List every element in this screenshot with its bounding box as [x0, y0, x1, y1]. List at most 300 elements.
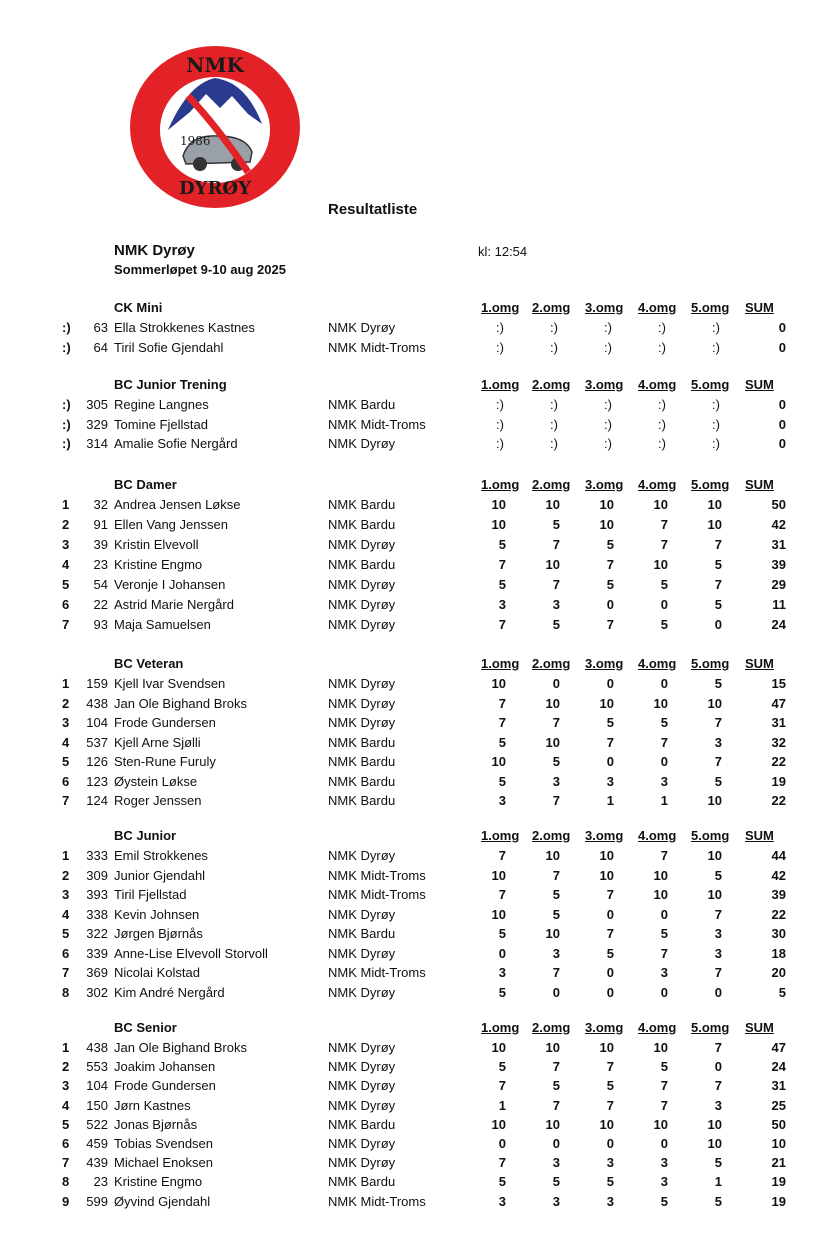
row-heat-score: 5	[660, 715, 668, 730]
row-sum: 22	[771, 906, 786, 922]
row-start-number: 54	[93, 577, 108, 592]
row-heat-score: 3	[606, 1155, 614, 1171]
column-header: 4.omg	[638, 477, 677, 492]
row-heat-score: 7	[552, 577, 560, 592]
row-heat-score: 10	[707, 517, 722, 532]
row-sum: 22	[771, 793, 786, 808]
table-row	[0, 696, 824, 716]
row-heat-score: 5	[714, 597, 722, 612]
row-start-number: 537	[86, 734, 108, 750]
row-driver-name: Tiril Fjellstad	[114, 887, 187, 902]
row-heat-score: 7	[498, 715, 506, 730]
row-club: NMK Bardu	[328, 734, 396, 750]
row-heat-score: 3	[660, 1155, 668, 1171]
row-driver-name: Maja Samuelsen	[114, 617, 211, 632]
section-title: BC Damer	[114, 477, 177, 492]
section-header	[0, 298, 824, 320]
row-heat-score: 5	[714, 773, 722, 789]
row-heat-score: 10	[491, 497, 506, 512]
row-place: :)	[62, 397, 71, 412]
column-header: 3.omg	[585, 656, 624, 671]
table-row	[0, 1117, 824, 1136]
row-heat-score: 1	[714, 1174, 722, 1190]
row-heat-score: 0	[606, 676, 614, 691]
row-driver-name: Kevin Johnsen	[114, 906, 200, 922]
row-heat-score: 3	[606, 1193, 614, 1209]
results-section	[0, 475, 824, 637]
row-heat-score: 7	[552, 715, 560, 730]
row-club: NMK Dyrøy	[328, 577, 396, 592]
row-heat-score: 7	[552, 793, 560, 808]
row-place: 5	[62, 754, 70, 769]
column-header: 2.omg	[532, 656, 571, 671]
row-start-number: 22	[93, 597, 108, 612]
row-heat-score: 7	[714, 1078, 722, 1094]
report-time: kl: 12:54	[478, 244, 528, 259]
row-driver-name: Kristin Elvevoll	[114, 537, 199, 552]
row-driver-name: Emil Strokkenes	[114, 848, 208, 863]
row-heat-score: 5	[498, 1174, 506, 1190]
row-heat-score: 10	[599, 1040, 614, 1055]
organizer-name: NMK Dyrøy	[114, 242, 195, 259]
row-heat-score: 10	[653, 497, 668, 512]
row-heat-score: :)	[604, 397, 612, 412]
column-header: 1.omg	[481, 828, 520, 843]
row-heat-score: 7	[714, 715, 722, 730]
row-start-number: 339	[86, 945, 108, 961]
column-header: 4.omg	[638, 1020, 677, 1035]
row-heat-score: 10	[653, 1040, 668, 1055]
row-heat-score: 0	[606, 754, 614, 769]
row-sum: 0	[778, 339, 786, 355]
row-sum: 0	[778, 320, 786, 335]
table-row	[0, 497, 824, 517]
row-heat-score: 5	[660, 577, 668, 592]
row-driver-name: Regine Langnes	[114, 397, 209, 412]
row-start-number: 599	[86, 1193, 108, 1209]
row-heat-score: :)	[550, 397, 558, 412]
row-driver-name: Kjell Ivar Svendsen	[114, 676, 226, 691]
row-heat-score: 7	[660, 945, 668, 961]
table-row	[0, 577, 824, 597]
row-driver-name: Ellen Vang Jenssen	[114, 517, 228, 532]
row-driver-name: Kristine Engmo	[114, 1174, 203, 1190]
row-heat-score: 0	[714, 984, 722, 1000]
row-heat-score: 5	[498, 734, 506, 750]
row-heat-score: 3	[714, 734, 722, 750]
row-heat-score: 10	[491, 1040, 506, 1055]
row-sum: 22	[771, 754, 786, 769]
row-heat-score: 5	[606, 537, 614, 552]
row-heat-score: 7	[606, 557, 614, 572]
row-sum: 18	[771, 945, 786, 961]
row-heat-score: 10	[491, 754, 506, 769]
row-heat-score: :)	[550, 436, 558, 451]
row-sum: 31	[771, 537, 786, 552]
row-heat-score: 5	[552, 906, 560, 922]
table-row	[0, 907, 824, 927]
row-start-number: 459	[86, 1135, 108, 1151]
column-header: SUM	[745, 828, 774, 843]
row-club: NMK Dyrøy	[328, 984, 396, 1000]
row-club: NMK Midt-Troms	[328, 965, 426, 980]
row-place: 5	[62, 1116, 70, 1132]
row-heat-score: 0	[660, 984, 668, 1000]
row-start-number: 438	[86, 695, 108, 711]
row-heat-score: 7	[660, 1078, 668, 1094]
row-heat-score: 10	[491, 867, 506, 883]
row-heat-score: :)	[550, 320, 558, 335]
row-heat-score: 0	[606, 984, 614, 1000]
row-club: NMK Dyrøy	[328, 1097, 396, 1113]
row-start-number: 64	[93, 339, 108, 355]
row-heat-score: 3	[552, 773, 560, 789]
row-place: 6	[62, 945, 70, 961]
row-sum: 32	[771, 734, 786, 750]
row-heat-score: 5	[498, 577, 506, 592]
row-heat-score: 10	[545, 557, 560, 572]
row-heat-score: 0	[660, 906, 668, 922]
row-sum: 10	[771, 1135, 786, 1151]
row-place: 1	[62, 1040, 70, 1055]
row-driver-name: Øyvind Gjendahl	[114, 1193, 211, 1209]
row-heat-score: 3	[498, 597, 506, 612]
section-header	[0, 826, 824, 848]
row-heat-score: 7	[606, 887, 614, 902]
row-heat-score: 10	[653, 867, 668, 883]
column-header: 2.omg	[532, 828, 571, 843]
row-heat-score: 5	[552, 1078, 560, 1094]
row-place: 1	[62, 497, 70, 512]
row-sum: 5	[778, 984, 786, 1000]
row-start-number: 314	[86, 436, 108, 451]
row-place: 1	[62, 676, 70, 691]
row-heat-score: :)	[550, 339, 558, 355]
row-start-number: 305	[86, 397, 108, 412]
row-driver-name: Nicolai Kolstad	[114, 965, 200, 980]
row-club: NMK Bardu	[328, 517, 396, 532]
row-heat-score: 10	[653, 695, 668, 711]
row-heat-score: 10	[707, 848, 722, 863]
section-title: BC Junior	[114, 828, 177, 843]
row-start-number: 369	[86, 965, 108, 980]
row-heat-score: 7	[498, 695, 506, 711]
row-club: NMK Bardu	[328, 1116, 396, 1132]
column-header: 2.omg	[532, 1020, 571, 1035]
row-heat-score: :)	[712, 397, 720, 412]
row-place: 2	[62, 1059, 70, 1075]
row-heat-score: 3	[714, 945, 722, 961]
row-heat-score: :)	[658, 416, 666, 432]
row-heat-score: 0	[552, 676, 560, 691]
row-club: NMK Dyrøy	[328, 1040, 396, 1055]
row-heat-score: 10	[653, 887, 668, 902]
row-driver-name: Andrea Jensen Løkse	[114, 497, 241, 512]
row-heat-score: :)	[496, 339, 504, 355]
row-heat-score: 7	[606, 1097, 614, 1113]
row-club: NMK Dyrøy	[328, 320, 396, 335]
table-row	[0, 965, 824, 985]
row-heat-score: 0	[660, 1135, 668, 1151]
row-club: NMK Bardu	[328, 1174, 396, 1190]
column-header: 1.omg	[481, 477, 520, 492]
row-driver-name: Junior Gjendahl	[114, 867, 206, 883]
row-heat-score: 0	[660, 597, 668, 612]
row-heat-score: 5	[498, 537, 506, 552]
row-heat-score: :)	[604, 436, 612, 451]
document-title: Resultatliste	[328, 201, 418, 218]
row-start-number: 126	[86, 754, 108, 769]
row-heat-score: 5	[714, 1193, 722, 1209]
row-heat-score: 0	[606, 597, 614, 612]
row-place: 9	[62, 1193, 70, 1209]
row-heat-score: 10	[653, 1116, 668, 1132]
row-start-number: 322	[86, 926, 108, 941]
column-header: 5.omg	[691, 377, 730, 392]
row-heat-score: 0	[660, 676, 668, 691]
section-header	[0, 475, 824, 497]
table-row	[0, 1059, 824, 1078]
row-heat-score: 3	[714, 1097, 722, 1113]
row-heat-score: 5	[498, 926, 506, 941]
row-heat-score: 7	[498, 557, 506, 572]
row-start-number: 393	[86, 887, 108, 902]
row-place: 4	[62, 557, 70, 572]
column-header: SUM	[745, 300, 774, 315]
column-header: 2.omg	[532, 377, 571, 392]
column-header: 5.omg	[691, 300, 730, 315]
row-place: 7	[62, 965, 70, 980]
row-start-number: 123	[86, 773, 108, 789]
row-driver-name: Jan Ole Bighand Broks	[114, 1040, 247, 1055]
row-place: 3	[62, 887, 70, 902]
column-header: SUM	[745, 656, 774, 671]
row-heat-score: :)	[496, 416, 504, 432]
row-sum: 15	[771, 676, 786, 691]
row-sum: 19	[771, 773, 786, 789]
row-start-number: 439	[86, 1155, 108, 1171]
row-heat-score: 7	[606, 734, 614, 750]
row-heat-score: :)	[496, 397, 504, 412]
row-heat-score: 10	[545, 926, 560, 941]
row-start-number: 104	[86, 715, 108, 730]
row-heat-score: 10	[653, 557, 668, 572]
row-start-number: 302	[86, 984, 108, 1000]
results-section	[0, 826, 824, 1004]
row-heat-score: 10	[491, 906, 506, 922]
logo-top-text: NMK	[186, 53, 244, 77]
row-heat-score: 0	[552, 984, 560, 1000]
section-title: CK Mini	[114, 300, 163, 315]
column-header: 3.omg	[585, 828, 624, 843]
row-place: 3	[62, 537, 70, 552]
column-header: SUM	[745, 377, 774, 392]
column-header: 4.omg	[638, 828, 677, 843]
row-sum: 47	[771, 1040, 786, 1055]
row-driver-name: Joakim Johansen	[114, 1059, 216, 1075]
row-driver-name: Tobias Svendsen	[114, 1135, 214, 1151]
row-heat-score: 10	[545, 1040, 560, 1055]
section-title: BC Junior Trening	[114, 377, 227, 392]
row-place: 6	[62, 1135, 70, 1151]
row-heat-score: 7	[552, 867, 560, 883]
row-place: 6	[62, 773, 70, 789]
row-heat-score: 7	[660, 848, 668, 863]
row-heat-score: 10	[545, 497, 560, 512]
row-heat-score: :)	[712, 416, 720, 432]
row-place: 4	[62, 734, 70, 750]
row-heat-score: 1	[498, 1097, 506, 1113]
row-heat-score: 0	[498, 945, 506, 961]
row-driver-name: Kim André Nergård	[114, 984, 225, 1000]
table-row	[0, 320, 824, 340]
column-header: 1.omg	[481, 656, 520, 671]
row-heat-score: :)	[550, 416, 558, 432]
row-heat-score: 0	[714, 617, 722, 632]
table-row	[0, 946, 824, 966]
row-place: 5	[62, 577, 70, 592]
row-place: :)	[62, 436, 71, 451]
row-club: NMK Bardu	[328, 397, 396, 412]
row-start-number: 93	[93, 617, 108, 632]
table-row	[0, 517, 824, 537]
row-place: :)	[62, 416, 71, 432]
table-row	[0, 1078, 824, 1097]
row-start-number: 104	[86, 1078, 108, 1094]
row-driver-name: Amalie Sofie Nergård	[114, 436, 238, 451]
row-driver-name: Jan Ole Bighand Broks	[114, 695, 247, 711]
row-heat-score: 7	[498, 887, 506, 902]
table-row	[0, 557, 824, 577]
row-heat-score: 10	[599, 867, 614, 883]
row-heat-score: 7	[660, 1097, 668, 1113]
row-heat-score: 0	[606, 965, 614, 980]
row-place: 5	[62, 926, 70, 941]
row-heat-score: 10	[491, 517, 506, 532]
row-heat-score: 7	[498, 1155, 506, 1171]
row-heat-score: 10	[491, 676, 506, 691]
row-heat-score: 5	[552, 517, 560, 532]
row-heat-score: 7	[552, 537, 560, 552]
row-start-number: 32	[93, 497, 108, 512]
row-heat-score: 10	[707, 1135, 722, 1151]
row-driver-name: Veronje I Johansen	[114, 577, 226, 592]
row-sum: 19	[771, 1193, 786, 1209]
row-sum: 20	[771, 965, 786, 980]
row-heat-score: 5	[606, 1174, 614, 1190]
table-row	[0, 926, 824, 946]
row-place: 1	[62, 848, 70, 863]
column-header: 4.omg	[638, 656, 677, 671]
table-row	[0, 1194, 824, 1213]
row-driver-name: Frode Gundersen	[114, 715, 216, 730]
row-heat-score: 3	[660, 965, 668, 980]
row-place: 2	[62, 517, 70, 532]
table-row	[0, 436, 824, 456]
row-start-number: 39	[93, 537, 108, 552]
table-row	[0, 887, 824, 907]
row-club: NMK Midt-Troms	[328, 416, 426, 432]
row-driver-name: Frode Gundersen	[114, 1078, 216, 1094]
row-place: 6	[62, 597, 70, 612]
row-heat-score: 1	[606, 793, 614, 808]
row-heat-score: 10	[599, 517, 614, 532]
column-header: SUM	[745, 1020, 774, 1035]
column-header: 2.omg	[532, 477, 571, 492]
column-header: 5.omg	[691, 1020, 730, 1035]
column-header: 5.omg	[691, 477, 730, 492]
row-heat-score: 7	[660, 734, 668, 750]
row-heat-score: 10	[599, 695, 614, 711]
row-heat-score: :)	[604, 320, 612, 335]
event-name: Sommerløpet 9-10 aug 2025	[114, 262, 286, 277]
row-sum: 39	[771, 557, 786, 572]
row-place: 7	[62, 617, 70, 632]
row-heat-score: 7	[552, 1059, 560, 1075]
row-heat-score: 10	[707, 1116, 722, 1132]
row-heat-score: 10	[707, 887, 722, 902]
club-logo	[128, 44, 302, 210]
row-club: NMK Dyrøy	[328, 715, 396, 730]
row-club: NMK Bardu	[328, 773, 396, 789]
row-club: NMK Dyrøy	[328, 848, 396, 863]
table-row	[0, 676, 824, 696]
row-heat-score: 7	[606, 926, 614, 941]
row-heat-score: :)	[496, 320, 504, 335]
row-start-number: 333	[86, 848, 108, 863]
row-heat-score: 0	[498, 1135, 506, 1151]
row-heat-score: 7	[714, 537, 722, 552]
row-start-number: 124	[86, 793, 108, 808]
row-club: NMK Dyrøy	[328, 695, 396, 711]
row-heat-score: :)	[658, 320, 666, 335]
row-sum: 0	[778, 397, 786, 412]
row-driver-name: Roger Jenssen	[114, 793, 202, 808]
logo-year: 1986	[180, 134, 211, 148]
row-heat-score: 0	[606, 1135, 614, 1151]
row-heat-score: 0	[714, 1059, 722, 1075]
row-heat-score: 5	[660, 1059, 668, 1075]
row-start-number: 91	[93, 517, 108, 532]
row-sum: 21	[771, 1155, 786, 1171]
row-start-number: 338	[86, 906, 108, 922]
logo-bottom-text: DYRØY	[179, 178, 251, 199]
row-heat-score: :)	[712, 339, 720, 355]
row-club: NMK Bardu	[328, 557, 396, 572]
row-start-number: 438	[86, 1040, 108, 1055]
row-heat-score: 5	[714, 557, 722, 572]
column-header: 1.omg	[481, 1020, 520, 1035]
row-driver-name: Øystein Løkse	[114, 773, 198, 789]
row-heat-score: 5	[552, 887, 560, 902]
row-sum: 19	[771, 1174, 786, 1190]
row-heat-score: :)	[658, 436, 666, 451]
column-header: 3.omg	[585, 477, 624, 492]
row-club: NMK Midt-Troms	[328, 887, 426, 902]
results-section	[0, 654, 824, 813]
row-sum: 30	[771, 926, 786, 941]
column-header: 2.omg	[532, 300, 571, 315]
row-driver-name: Jørn Kastnes	[114, 1097, 191, 1113]
row-heat-score: 3	[660, 773, 668, 789]
row-driver-name: Tomine Fjellstad	[114, 416, 208, 432]
table-row	[0, 1155, 824, 1174]
row-driver-name: Tiril Sofie Gjendahl	[114, 339, 224, 355]
row-sum: 44	[771, 848, 786, 863]
row-heat-score: 5	[606, 577, 614, 592]
section-title: BC Senior	[114, 1020, 177, 1035]
row-club: NMK Dyrøy	[328, 906, 396, 922]
